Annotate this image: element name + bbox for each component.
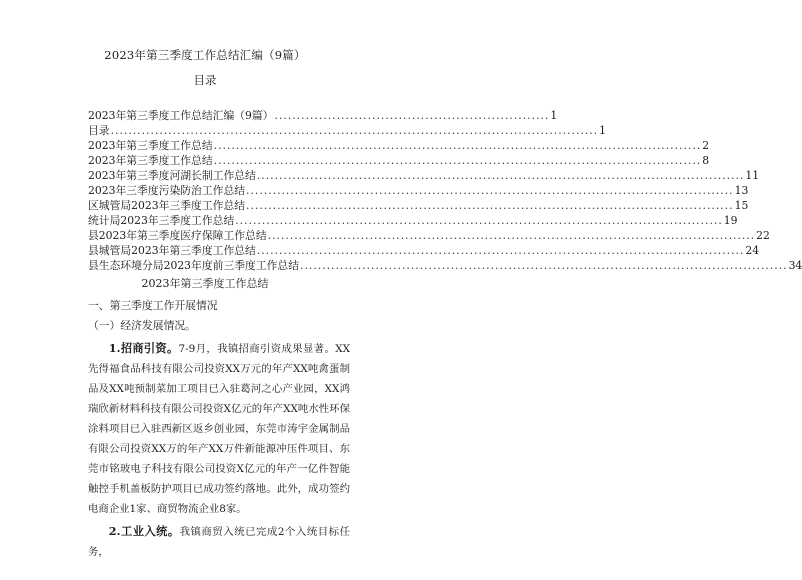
toc-entry-page: 1 <box>599 124 606 137</box>
section-title: 2023年第三季度工作总结 <box>141 277 269 290</box>
toc-entry[interactable] <box>88 228 770 243</box>
toc-entry-title: 2023年三季度污染防治工作总结 <box>88 184 246 197</box>
toc-entry[interactable] <box>88 213 738 228</box>
paragraph-lead: 2.工业入统。 <box>108 524 180 538</box>
toc-entry-page: 22 <box>756 229 770 242</box>
toc-entry-title: 2023年第三季度工作总结 <box>88 139 213 152</box>
toc-entry[interactable] <box>88 183 749 198</box>
paragraph-investment <box>88 338 350 519</box>
toc-entry-title: 2023年第三季度河湖长制工作总结 <box>88 169 256 182</box>
toc-entry-title: 目录 <box>88 124 110 137</box>
toc-entry[interactable] <box>88 123 606 138</box>
toc-entry-page: 11 <box>745 169 760 182</box>
toc-entry-title: 县城管局2023年第三季度工作总结 <box>88 244 256 257</box>
toc-entry[interactable] <box>88 108 558 123</box>
toc-entry[interactable] <box>88 243 760 258</box>
toc-leader-dots: .............................................................................................................. <box>267 229 756 242</box>
toc-entry-page: 8 <box>702 154 710 167</box>
toc-entry-title: 2023年第三季度工作总结 <box>88 154 213 167</box>
toc-leader-dots: .............................................................................................................. <box>246 184 734 197</box>
toc-entry[interactable] <box>88 153 710 168</box>
toc-entry-title: 统计局2023年三季度工作总结 <box>88 214 235 227</box>
toc-entry-page: 1 <box>550 109 558 122</box>
paragraph-text: 7-9月，我镇招商引资成果显著。XX先得福食品科技有限公司投资XX万元的年产XX吨禽蛋制品及XX吨预制菜加工项目已入驻葛河之心产业园，XX鸿瑞欣新材料科技有限公司投资X亿元的年产XX吨水性环保涂料项目已入驻西新区返乡创业园，东莞市涛宇金属制品有限公司投资XX万的年产XX万件新能源冲压件项目、东莞市铭玻电子科技有限公司投资X亿元的年产一亿件智能触控手机盖板防护项目已成功签约落地。此外，成功签约电商企业1家、商贸物流企业8家。 <box>88 343 350 515</box>
toc-entry-title: 县生态环境分局2023年度前三季度工作总结 <box>88 259 300 272</box>
document-body <box>88 296 350 562</box>
toc-entry-page: 34 <box>788 259 802 272</box>
table-of-contents <box>88 108 802 273</box>
toc-heading: 目录 <box>193 73 217 87</box>
paragraph-text: 我镇商贸入统已完成2个入统目标任务， <box>88 526 350 558</box>
toc-entry-page: 13 <box>734 184 749 197</box>
toc-entry[interactable] <box>88 258 802 273</box>
toc-entry[interactable] <box>88 138 710 153</box>
toc-leader-dots: .............................................................................................................. <box>300 259 788 272</box>
toc-leader-dots: .............................................................. <box>274 109 550 122</box>
document-title: 2023年第三季度工作总结汇编（9篇） <box>104 48 306 62</box>
toc-entry-page: 24 <box>745 244 760 257</box>
heading-level-2: （一）经济发展情况。 <box>88 319 196 332</box>
toc-leader-dots: .............................................................................................................. <box>246 199 734 212</box>
paragraph-lead: 1.招商引资。 <box>108 341 179 355</box>
toc-entry-page: 19 <box>723 214 738 227</box>
toc-leader-dots: .............................................................................................................. <box>256 244 745 257</box>
toc-entry-title: 县2023年第三季度医疗保障工作总结 <box>88 229 267 242</box>
toc-leader-dots: .............................................................................................................. <box>213 154 702 167</box>
paragraph-industry <box>88 521 350 562</box>
toc-entry[interactable] <box>88 198 749 213</box>
toc-entry-title: 2023年第三季度工作总结汇编（9篇） <box>88 109 274 122</box>
toc-leader-dots: .............................................................................................................. <box>213 139 702 152</box>
toc-leader-dots: .............................................................................................................. <box>256 169 745 182</box>
toc-entry-title: 区城管局2023年三季度工作总结 <box>88 199 246 212</box>
toc-entry-page: 2 <box>702 139 710 152</box>
toc-leader-dots: .............................................................................................................. <box>110 124 599 137</box>
toc-entry-page: 15 <box>734 199 749 212</box>
toc-entry[interactable] <box>88 168 760 183</box>
heading-level-1: 一、第三季度工作开展情况 <box>88 299 218 312</box>
toc-leader-dots: .............................................................................................................. <box>235 214 723 227</box>
